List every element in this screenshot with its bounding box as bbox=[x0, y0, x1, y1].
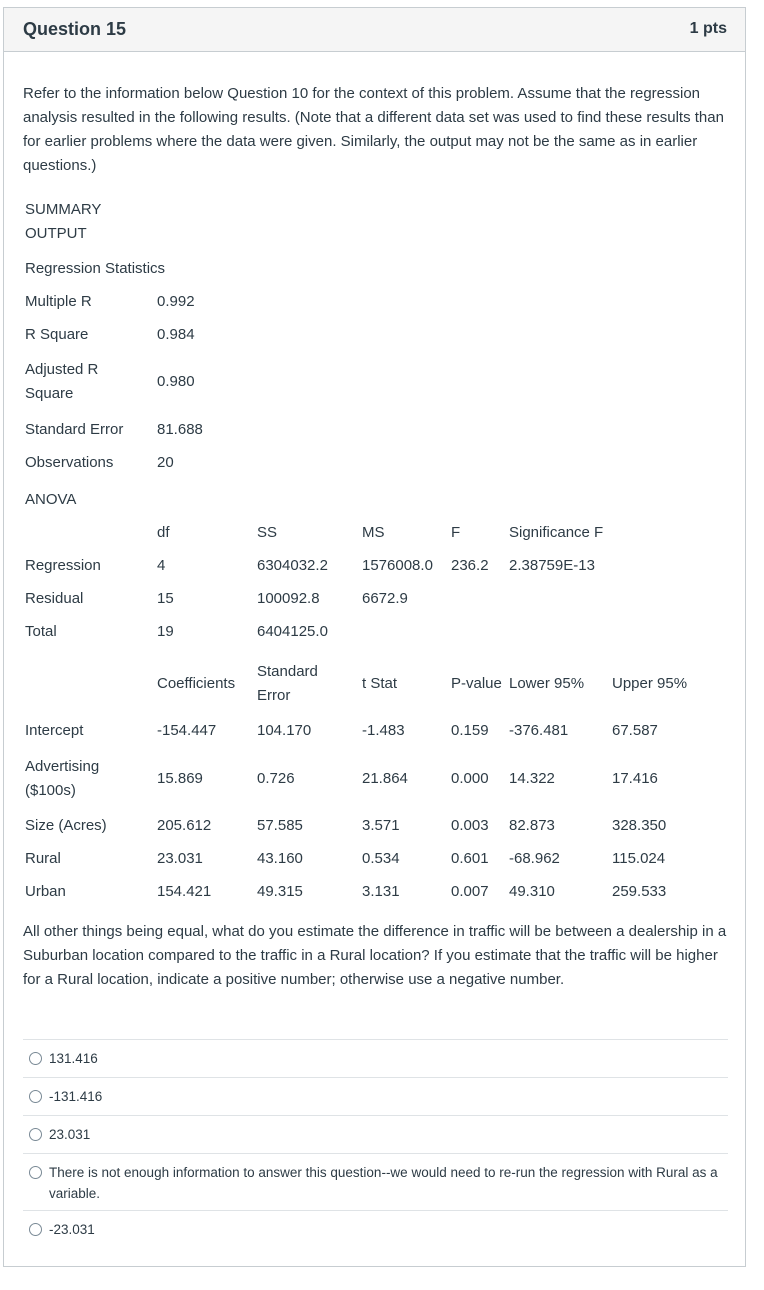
coef-cell: 104.170 bbox=[257, 722, 312, 739]
anova-row-label: Total bbox=[25, 623, 57, 640]
coef-cell: 3.131 bbox=[362, 883, 400, 900]
coef-cell: 49.310 bbox=[509, 883, 555, 900]
coef-cell: -1.483 bbox=[362, 722, 405, 739]
anova-header: MS bbox=[362, 524, 385, 541]
coef-cell: 49.315 bbox=[257, 883, 303, 900]
anova-header: SS bbox=[257, 524, 278, 541]
stat-value: 0.980 bbox=[157, 373, 195, 390]
coef-row-label: Size (Acres) bbox=[25, 817, 107, 834]
stat-label: Multiple R bbox=[25, 293, 92, 310]
coef-row-label: Intercept bbox=[25, 722, 84, 739]
stat-label: R Square bbox=[25, 326, 89, 343]
question-prompt: All other things being equal, what do you estimate the difference in traffic will be between a dealership in a Suburban location compared to the traffic in a Rural location? If you estimate that the traffic will be higher for a Rural location, indicate a positive number; otherwise use a negative number. bbox=[23, 923, 727, 988]
anova-header: df bbox=[157, 524, 170, 541]
coef-cell: 0.003 bbox=[451, 817, 489, 834]
coef-cell: 115.024 bbox=[612, 850, 666, 867]
answer-label: 131.416 bbox=[49, 1051, 98, 1066]
anova-cell: 236.2 bbox=[451, 557, 489, 574]
radio-button[interactable] bbox=[29, 1052, 42, 1065]
coef-cell: 57.585 bbox=[257, 817, 303, 834]
coef-cell: 328.350 bbox=[612, 817, 667, 834]
summary-line-2: OUTPUT bbox=[25, 225, 87, 242]
coef-row-label: Advertising ($100s) bbox=[25, 758, 100, 799]
coef-row-label: Rural bbox=[25, 850, 61, 867]
anova-cell: 100092.8 bbox=[257, 590, 320, 607]
coef-cell: 154.421 bbox=[157, 883, 212, 900]
coef-cell: 67.587 bbox=[612, 722, 658, 739]
coef-cell: -68.962 bbox=[509, 850, 560, 867]
answer-label: -23.031 bbox=[49, 1222, 95, 1237]
anova-header: Significance F bbox=[509, 524, 604, 541]
answer-label: There is not enough information to answer this question--we would need to re-run the regression with Rural as a variable. bbox=[49, 1165, 718, 1201]
coef-cell: 0.601 bbox=[451, 850, 489, 867]
coef-header: Standard Error bbox=[257, 663, 318, 704]
coef-cell: 17.416 bbox=[612, 770, 658, 787]
answer-option-5[interactable] bbox=[23, 1210, 728, 1248]
radio-button[interactable] bbox=[29, 1128, 42, 1141]
coef-cell: 3.571 bbox=[362, 817, 400, 834]
coef-header: t Stat bbox=[362, 675, 398, 692]
question-title: Question 15 bbox=[23, 19, 127, 39]
coef-cell: 43.160 bbox=[257, 850, 303, 867]
coef-cell: -154.447 bbox=[157, 722, 217, 739]
coef-row-label: Urban bbox=[25, 883, 66, 900]
stat-label: Standard Error bbox=[25, 421, 124, 438]
answer-option-2[interactable] bbox=[23, 1077, 728, 1115]
anova-cell: 15 bbox=[157, 590, 174, 607]
stat-value: 0.992 bbox=[157, 293, 195, 310]
answer-option-3[interactable] bbox=[23, 1115, 728, 1153]
coef-cell: 0.007 bbox=[451, 883, 489, 900]
answer-label: 23.031 bbox=[49, 1127, 91, 1142]
coef-header: P-value bbox=[451, 675, 502, 692]
anova-row-label: Residual bbox=[25, 590, 84, 607]
coef-header: Lower 95% bbox=[509, 675, 585, 692]
question-intro: Refer to the information below Question 10 for the context of this problem. Assume that the regression analysis resulted in the following results. (Note that a different data set was used to find these results than for earlier problems where the data were given. Similarly, the output may not be the same as in earlier questions.) bbox=[23, 85, 724, 174]
coef-cell: 0.534 bbox=[362, 850, 400, 867]
radio-button[interactable] bbox=[29, 1223, 42, 1236]
answer-option-1[interactable] bbox=[23, 1039, 728, 1077]
coef-header: Coefficients bbox=[157, 675, 236, 692]
anova-cell: 6304032.2 bbox=[257, 557, 328, 574]
coef-cell: -376.481 bbox=[509, 722, 569, 739]
coef-cell: 205.612 bbox=[157, 817, 212, 834]
answer-list bbox=[23, 1039, 728, 1248]
anova-cell: 6404125.0 bbox=[257, 623, 328, 640]
answer-label: -131.416 bbox=[49, 1089, 103, 1104]
coef-cell: 0.159 bbox=[451, 722, 489, 739]
coef-header: Upper 95% bbox=[612, 675, 688, 692]
stat-label: Observations bbox=[25, 454, 114, 471]
anova-cell: 19 bbox=[157, 623, 174, 640]
question-header bbox=[4, 8, 745, 52]
anova-cell: 4 bbox=[157, 557, 166, 574]
anova-title: ANOVA bbox=[25, 491, 77, 508]
stat-label: Adjusted R Square bbox=[25, 361, 99, 402]
anova-cell: 1576008.0 bbox=[362, 557, 433, 574]
coef-cell: 0.726 bbox=[257, 770, 295, 787]
regression-stats-title: Regression Statistics bbox=[25, 260, 166, 277]
coef-cell: 21.864 bbox=[362, 770, 408, 787]
anova-row-label: Regression bbox=[25, 557, 101, 574]
question-points: 1 pts bbox=[689, 20, 727, 37]
anova-cell: 2.38759E-13 bbox=[509, 557, 595, 574]
question-card bbox=[3, 7, 746, 1267]
coef-cell: 15.869 bbox=[157, 770, 203, 787]
summary-line-1: SUMMARY bbox=[25, 201, 102, 218]
coef-cell: 0.000 bbox=[451, 770, 489, 787]
radio-button[interactable] bbox=[29, 1090, 42, 1103]
radio-button[interactable] bbox=[29, 1166, 42, 1179]
anova-header: F bbox=[451, 524, 461, 541]
coef-cell: 82.873 bbox=[509, 817, 555, 834]
coef-cell: 23.031 bbox=[157, 850, 203, 867]
anova-cell: 6672.9 bbox=[362, 590, 408, 607]
stat-value: 20 bbox=[157, 454, 174, 471]
coef-cell: 14.322 bbox=[509, 770, 555, 787]
coef-cell: 259.533 bbox=[612, 883, 667, 900]
stat-value: 0.984 bbox=[157, 326, 195, 343]
stat-value: 81.688 bbox=[157, 421, 203, 438]
answer-option-4[interactable] bbox=[23, 1153, 728, 1210]
